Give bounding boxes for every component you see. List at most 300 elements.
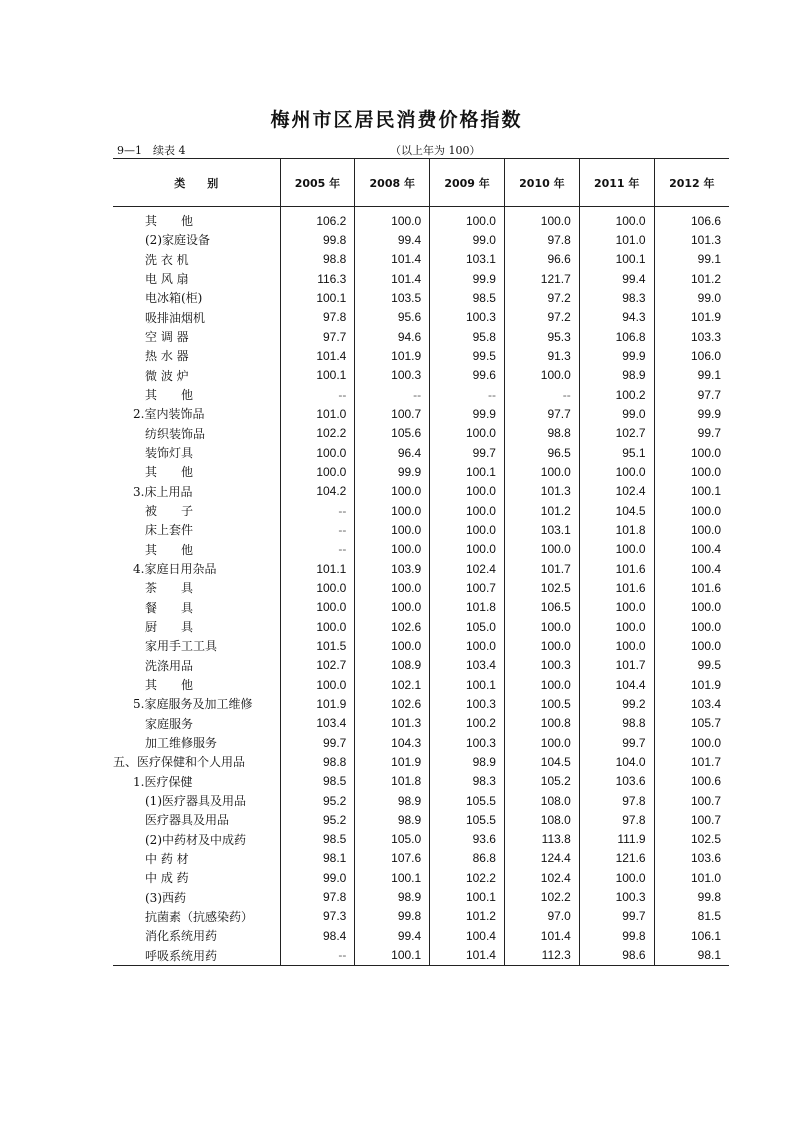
cell-2010: 100.0: [504, 366, 579, 385]
row-label: (2)家庭设备: [145, 233, 210, 248]
table-row: [113, 830, 729, 849]
cell-2005: 100.0: [280, 617, 355, 636]
table-body: [113, 207, 729, 966]
table-row: [113, 482, 729, 501]
row-label: 茶 具: [145, 581, 194, 596]
price-index-table: [113, 158, 729, 966]
cell-2010: 97.7: [504, 404, 579, 423]
cell-2010: 113.8: [504, 830, 579, 849]
cell-2005: --: [280, 540, 355, 559]
row-label: 洗涤用品: [145, 658, 194, 673]
table-row: [113, 207, 729, 231]
cell-2012: 101.7: [654, 752, 729, 771]
cell-2008: 100.1: [355, 868, 430, 887]
cell-2011: 100.3: [579, 887, 654, 906]
cell-2008: 100.0: [355, 578, 430, 597]
row-label: 家庭服务: [145, 716, 194, 731]
cell-2012: 101.3: [654, 230, 729, 249]
cell-2012: 100.0: [654, 520, 729, 539]
cell-2010: 100.0: [504, 636, 579, 655]
cell-2010: 100.0: [504, 733, 579, 752]
cell-2011: 99.2: [579, 694, 654, 713]
cell-2005: 101.5: [280, 636, 355, 655]
cell-2010: 102.5: [504, 578, 579, 597]
cell-2005: 99.0: [280, 868, 355, 887]
row-label: (2)中药材及中成药: [145, 832, 246, 847]
cell-2008: 100.0: [355, 482, 430, 501]
cell-2012: 99.7: [654, 424, 729, 443]
cell-2005: 98.5: [280, 830, 355, 849]
cell-2011: 100.1: [579, 250, 654, 269]
cell-2012: 100.0: [654, 501, 729, 520]
cell-2012: 106.0: [654, 346, 729, 365]
row-label: 吸排油烟机: [145, 310, 206, 325]
cell-2011: 99.7: [579, 733, 654, 752]
cell-2010: 98.8: [504, 424, 579, 443]
cell-2008: 102.1: [355, 675, 430, 694]
cell-2010: 100.3: [504, 656, 579, 675]
cell-2010: 96.6: [504, 250, 579, 269]
cell-2005: 99.8: [280, 230, 355, 249]
cell-2009: 98.3: [430, 772, 505, 791]
cell-2008: 102.6: [355, 617, 430, 636]
cell-2011: 103.6: [579, 772, 654, 791]
cell-2008: 101.9: [355, 346, 430, 365]
row-label: 抗菌素（抗感染药）: [145, 909, 254, 924]
cell-2010: 100.0: [504, 207, 579, 231]
cell-2012: 100.1: [654, 482, 729, 501]
cell-2008: 105.0: [355, 830, 430, 849]
cell-2009: 99.9: [430, 269, 505, 288]
table-row: [113, 578, 729, 597]
cell-2008: 100.1: [355, 945, 430, 965]
cell-2008: 105.6: [355, 424, 430, 443]
cell-2012: 106.6: [654, 207, 729, 231]
cell-2009: 93.6: [430, 830, 505, 849]
cell-2010: --: [504, 385, 579, 404]
cell-2012: 105.7: [654, 714, 729, 733]
row-label: 加工维修服务: [145, 736, 218, 751]
table-row: [113, 540, 729, 559]
cell-2011: 104.5: [579, 501, 654, 520]
row-label: 其 他: [145, 388, 194, 403]
row-label: 4.家庭日用杂品: [133, 562, 217, 577]
cell-2012: 101.9: [654, 308, 729, 327]
cell-2012: 100.0: [654, 617, 729, 636]
cell-2005: 100.0: [280, 598, 355, 617]
cell-2008: 100.3: [355, 366, 430, 385]
cell-2009: 101.8: [430, 598, 505, 617]
cell-2012: 100.6: [654, 772, 729, 791]
table-row: [113, 520, 729, 539]
row-label: 3.床上用品: [133, 484, 193, 499]
table-row: [113, 887, 729, 906]
cell-2010: 112.3: [504, 945, 579, 965]
table-code: 9—1 续表 4: [117, 144, 186, 157]
cell-2010: 100.5: [504, 694, 579, 713]
cell-2010: 100.0: [504, 540, 579, 559]
cell-2005: 116.3: [280, 269, 355, 288]
cell-2008: 100.7: [355, 404, 430, 423]
cell-2008: 100.0: [355, 520, 430, 539]
row-label: 床上套件: [145, 523, 194, 538]
cell-2008: 101.3: [355, 714, 430, 733]
cell-2008: 101.4: [355, 250, 430, 269]
cell-2005: 98.1: [280, 849, 355, 868]
table-row: [113, 675, 729, 694]
cell-2008: 104.3: [355, 733, 430, 752]
row-label: 呼吸系统用药: [113, 945, 280, 965]
cell-2010: 102.4: [504, 868, 579, 887]
cell-2011: 97.8: [579, 810, 654, 829]
table-row: [113, 926, 729, 945]
cell-2008: 103.9: [355, 559, 430, 578]
table-row: [113, 656, 729, 675]
cell-2011: 102.4: [579, 482, 654, 501]
cell-2008: 95.6: [355, 308, 430, 327]
cell-2012: 101.0: [654, 868, 729, 887]
cell-2011: 98.3: [579, 288, 654, 307]
base-note: （以上年为 100）: [390, 144, 481, 157]
table-row: [113, 714, 729, 733]
cell-2009: 100.7: [430, 578, 505, 597]
table-row: [113, 424, 729, 443]
cell-2011: 104.0: [579, 752, 654, 771]
table-row: [113, 346, 729, 365]
cell-2009: 99.9: [430, 404, 505, 423]
cell-2011: 100.0: [579, 540, 654, 559]
cell-2009: 101.4: [430, 945, 505, 965]
cell-2010: 95.3: [504, 327, 579, 346]
cell-2011: 99.0: [579, 404, 654, 423]
header-row: [113, 159, 729, 207]
table-row: [113, 617, 729, 636]
row-label: 被 子: [145, 504, 194, 519]
table-row: [113, 269, 729, 288]
cell-2009: 105.5: [430, 791, 505, 810]
row-label: 5.家庭服务及加工维修: [133, 697, 253, 712]
cell-2010: 97.8: [504, 230, 579, 249]
cell-2005: 106.2: [280, 207, 355, 231]
cell-2005: 95.2: [280, 791, 355, 810]
cell-2012: 99.1: [654, 250, 729, 269]
cell-2010: 101.3: [504, 482, 579, 501]
cell-2008: 100.0: [355, 636, 430, 655]
cell-2010: 102.2: [504, 887, 579, 906]
table-row: [113, 810, 729, 829]
row-label: 五、医疗保健和个人用品: [113, 755, 246, 770]
cell-2005: 97.8: [280, 308, 355, 327]
cell-2008: 98.9: [355, 810, 430, 829]
cell-2008: 108.9: [355, 656, 430, 675]
row-label: 洗 衣 机: [145, 252, 189, 267]
table-row: [113, 907, 729, 926]
cell-2011: 100.0: [579, 598, 654, 617]
cell-2005: 95.2: [280, 810, 355, 829]
cell-2008: 98.9: [355, 887, 430, 906]
table-row: [113, 366, 729, 385]
cell-2009: 101.2: [430, 907, 505, 926]
cell-2010: 124.4: [504, 849, 579, 868]
row-label: 其 他: [145, 214, 194, 229]
cell-2008: 101.9: [355, 752, 430, 771]
cell-2005: 98.8: [280, 250, 355, 269]
cell-2011: 101.6: [579, 578, 654, 597]
cell-2011: 97.8: [579, 791, 654, 810]
cell-2008: 100.0: [355, 598, 430, 617]
cell-2008: 101.8: [355, 772, 430, 791]
cell-2009: 99.0: [430, 230, 505, 249]
cell-2009: 100.1: [430, 675, 505, 694]
cell-2011: 98.6: [579, 945, 654, 965]
cell-2009: 103.1: [430, 250, 505, 269]
cell-2010: 97.2: [504, 308, 579, 327]
cell-2012: 100.7: [654, 810, 729, 829]
cell-2012: 99.1: [654, 366, 729, 385]
cell-2011: 99.9: [579, 346, 654, 365]
row-label: 电 风 扇: [145, 272, 189, 287]
cell-2012: 81.5: [654, 907, 729, 926]
cell-2010: 104.5: [504, 752, 579, 771]
table-row: [113, 288, 729, 307]
table-row: [113, 404, 729, 423]
column-header-category: 类 别: [113, 159, 280, 207]
cell-2005: --: [280, 385, 355, 404]
page-title: 梅州市区居民消费价格指数: [270, 109, 523, 131]
table-row: [113, 559, 729, 578]
cell-2009: 100.3: [430, 308, 505, 327]
cell-2010: 101.4: [504, 926, 579, 945]
cell-2011: 111.9: [579, 830, 654, 849]
cell-2010: 108.0: [504, 810, 579, 829]
cell-2011: 101.7: [579, 656, 654, 675]
column-header-2008: 2008 年: [355, 159, 430, 207]
cell-2005: --: [280, 945, 355, 965]
table-row: [113, 327, 729, 346]
cell-2005: 100.0: [280, 443, 355, 462]
row-label: 其 他: [145, 465, 194, 480]
cell-2009: 99.7: [430, 443, 505, 462]
cell-2005: 97.7: [280, 327, 355, 346]
row-label: 2.室内装饰品: [133, 407, 205, 422]
cell-2009: 100.0: [430, 540, 505, 559]
table-row: [113, 945, 729, 965]
cell-2012: 99.8: [654, 887, 729, 906]
cell-2012: 100.4: [654, 540, 729, 559]
row-label: 空 调 器: [145, 330, 189, 345]
cell-2009: 100.0: [430, 636, 505, 655]
cell-2005: 97.8: [280, 887, 355, 906]
cell-2011: 121.6: [579, 849, 654, 868]
cell-2010: 100.0: [504, 462, 579, 481]
cell-2008: 100.0: [355, 501, 430, 520]
cell-2009: 100.1: [430, 887, 505, 906]
cell-2005: 101.4: [280, 346, 355, 365]
cell-2012: 99.5: [654, 656, 729, 675]
cell-2010: 97.2: [504, 288, 579, 307]
cell-2005: 101.9: [280, 694, 355, 713]
cell-2005: 98.4: [280, 926, 355, 945]
cell-2005: 100.0: [280, 462, 355, 481]
cell-2009: 100.0: [430, 520, 505, 539]
cell-2012: 100.0: [654, 636, 729, 655]
cell-2010: 108.0: [504, 791, 579, 810]
cell-2009: 100.1: [430, 462, 505, 481]
row-label: 医疗器具及用品: [145, 813, 230, 828]
cell-2005: 101.1: [280, 559, 355, 578]
table-row: [113, 443, 729, 462]
cell-2009: 98.5: [430, 288, 505, 307]
row-label: 纺织装饰品: [145, 426, 206, 441]
row-label: 餐 具: [145, 600, 194, 615]
cell-2011: 100.0: [579, 617, 654, 636]
cell-2005: --: [280, 501, 355, 520]
cell-2008: 99.4: [355, 926, 430, 945]
cell-2011: 98.9: [579, 366, 654, 385]
cell-2005: 97.3: [280, 907, 355, 926]
cell-2008: 99.8: [355, 907, 430, 926]
table-row: [113, 385, 729, 404]
table-row: [113, 501, 729, 520]
cell-2011: 102.7: [579, 424, 654, 443]
cell-2005: 100.1: [280, 288, 355, 307]
cell-2011: 106.8: [579, 327, 654, 346]
table-row: [113, 694, 729, 713]
cell-2009: 100.0: [430, 424, 505, 443]
cell-2011: 101.0: [579, 230, 654, 249]
row-label: 微 波 炉: [145, 368, 189, 383]
row-label: 中 成 药: [145, 871, 189, 886]
table-row: [113, 733, 729, 752]
row-label: 家用手工工具: [145, 639, 218, 654]
column-header-2012: 2012 年: [654, 159, 729, 207]
table-row: [113, 230, 729, 249]
cell-2009: 95.8: [430, 327, 505, 346]
cell-2009: 100.3: [430, 733, 505, 752]
row-label: 装饰灯具: [145, 446, 194, 461]
table-row: [113, 791, 729, 810]
table-row: [113, 250, 729, 269]
cell-2011: 98.8: [579, 714, 654, 733]
column-header-2010: 2010 年: [504, 159, 579, 207]
cell-2009: 103.4: [430, 656, 505, 675]
row-label: 消化系统用药: [145, 929, 218, 944]
cell-2008: 98.9: [355, 791, 430, 810]
cell-2012: 100.4: [654, 559, 729, 578]
cell-2011: 100.2: [579, 385, 654, 404]
cell-2005: 98.8: [280, 752, 355, 771]
cell-2012: 100.0: [654, 443, 729, 462]
cell-2009: 99.6: [430, 366, 505, 385]
cell-2011: 100.0: [579, 636, 654, 655]
cell-2011: 101.6: [579, 559, 654, 578]
cell-2012: 103.4: [654, 694, 729, 713]
cell-2005: 102.7: [280, 656, 355, 675]
column-header-2005: 2005 年: [280, 159, 355, 207]
cell-2012: 100.0: [654, 733, 729, 752]
cell-2009: 105.0: [430, 617, 505, 636]
cell-2009: 100.4: [430, 926, 505, 945]
cell-2008: 100.0: [355, 540, 430, 559]
cell-2010: 96.5: [504, 443, 579, 462]
cell-2009: 100.0: [430, 501, 505, 520]
row-label: 电冰箱(柜): [145, 291, 203, 306]
cell-2011: 99.8: [579, 926, 654, 945]
cell-2012: 101.9: [654, 675, 729, 694]
cell-2010: 100.0: [504, 617, 579, 636]
cell-2010: 121.7: [504, 269, 579, 288]
table-subheader: [117, 142, 729, 158]
column-header-2011: 2011 年: [579, 159, 654, 207]
row-label: 1.医疗保健: [133, 774, 193, 789]
cell-2010: 91.3: [504, 346, 579, 365]
cell-2009: 105.5: [430, 810, 505, 829]
cell-2012: 106.1: [654, 926, 729, 945]
cell-2010: 101.7: [504, 559, 579, 578]
cell-2011: 99.7: [579, 907, 654, 926]
row-label: 厨 具: [145, 620, 194, 635]
table-row: [113, 598, 729, 617]
row-label: 热 水 器: [145, 349, 189, 364]
cell-2012: 100.0: [654, 598, 729, 617]
cell-2011: 99.4: [579, 269, 654, 288]
cell-2009: --: [430, 385, 505, 404]
cell-2012: 100.7: [654, 791, 729, 810]
cell-2012: 98.1: [654, 945, 729, 965]
cell-2009: 98.9: [430, 752, 505, 771]
cell-2012: 103.3: [654, 327, 729, 346]
table-row: [113, 868, 729, 887]
cell-2005: 98.5: [280, 772, 355, 791]
cell-2009: 100.0: [430, 482, 505, 501]
cell-2012: 102.5: [654, 830, 729, 849]
cell-2010: 101.2: [504, 501, 579, 520]
cell-2008: 96.4: [355, 443, 430, 462]
cell-2008: 103.5: [355, 288, 430, 307]
table-row: [113, 772, 729, 791]
cell-2009: 100.3: [430, 694, 505, 713]
cell-2011: 100.0: [579, 207, 654, 231]
cell-2011: 94.3: [579, 308, 654, 327]
cell-2012: 101.2: [654, 269, 729, 288]
cell-2005: 99.7: [280, 733, 355, 752]
cell-2012: 99.0: [654, 288, 729, 307]
cell-2010: 106.5: [504, 598, 579, 617]
cell-2009: 102.4: [430, 559, 505, 578]
cell-2008: 99.4: [355, 230, 430, 249]
cell-2008: 100.0: [355, 207, 430, 231]
cell-2009: 100.2: [430, 714, 505, 733]
cell-2005: 103.4: [280, 714, 355, 733]
row-label: 中 药 材: [145, 851, 189, 866]
table-row: [113, 752, 729, 771]
cell-2009: 102.2: [430, 868, 505, 887]
cell-2010: 105.2: [504, 772, 579, 791]
cell-2012: 100.0: [654, 462, 729, 481]
table-row: [113, 636, 729, 655]
row-label: 其 他: [145, 542, 194, 557]
cell-2012: 101.6: [654, 578, 729, 597]
cell-2008: 107.6: [355, 849, 430, 868]
cell-2012: 99.9: [654, 404, 729, 423]
row-label: (3)西药: [145, 890, 186, 905]
cell-2011: 95.1: [579, 443, 654, 462]
cell-2005: 100.1: [280, 366, 355, 385]
row-label: 其 他: [145, 678, 194, 693]
cell-2009: 99.5: [430, 346, 505, 365]
cell-2005: 100.0: [280, 578, 355, 597]
cell-2008: 102.6: [355, 694, 430, 713]
